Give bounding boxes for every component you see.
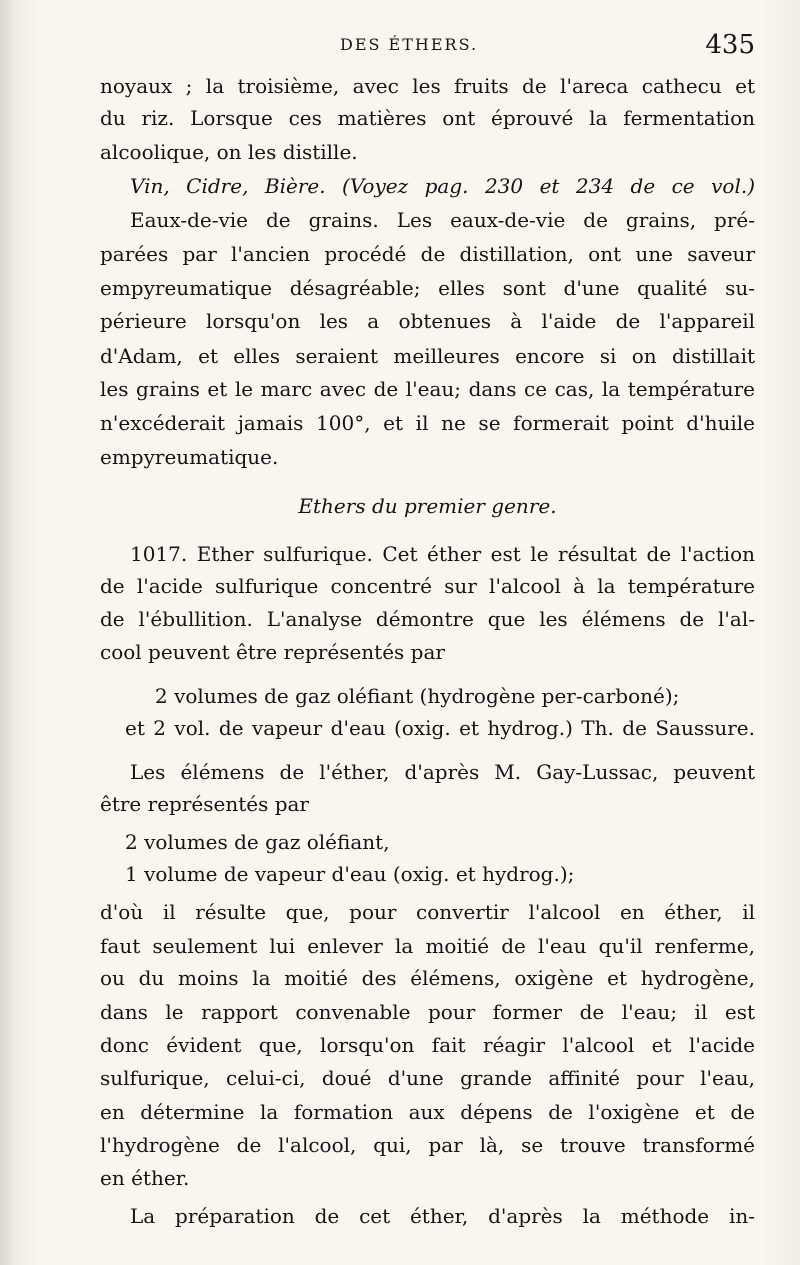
text-line: dans le rapport convenable pour former de l'eau; il est [100, 1000, 755, 1024]
text-line: en détermine la formation aux dépens de l'oxigène et de [100, 1100, 755, 1124]
page-number: 435 [705, 30, 755, 60]
text-line: Les élémens de l'éther, d'après M. Gay-Lussac, peuvent [130, 760, 755, 784]
running-title: DES ÉTHERS. [340, 35, 479, 54]
text-line: être représentés par [100, 792, 309, 816]
text-line: n'excéderait jamais 100°, et il ne se formerait point d'huile [100, 411, 755, 435]
text-line: Eaux-de-vie de grains. Les eaux-de-vie de grains, pré- [130, 208, 755, 232]
text-line: faut seulement lui enlever la moitié de l'eau qu'il renferme, [100, 934, 755, 958]
text-line: ou du moins la moitié des élémens, oxigène et hydrogène, [100, 966, 755, 990]
formula-line: 1 volume de vapeur d'eau (oxig. et hydrog.); [125, 862, 575, 886]
formula-line: 2 volumes de gaz oléfiant, [125, 830, 390, 854]
text-line: de l'ébullition. L'analyse démontre que les élémens de l'al- [100, 607, 755, 631]
text-line: empyreumatique désagréable; elles sont d'une qualité su- [100, 276, 755, 300]
text-line: 1017. Ether sulfurique. Cet éther est le résultat de l'action [130, 542, 755, 566]
text-line: alcoolique, on les distille. [100, 140, 358, 164]
text-line: La préparation de cet éther, d'après la méthode in- [130, 1204, 755, 1228]
text-line: d'où il résulte que, pour convertir l'alcool en éther, il [100, 900, 755, 924]
text-line: parées par l'ancien procédé de distillation, ont une saveur [100, 242, 755, 266]
text-line: l'hydrogène de l'alcool, qui, par là, se trouve transformé [100, 1133, 755, 1157]
running-header [100, 30, 755, 64]
section-heading: Ethers du premier genre. [298, 494, 557, 518]
text-line: les grains et le marc avec de l'eau; dans ce cas, la température [100, 377, 755, 401]
text-line: noyaux ; la troisième, avec les fruits de l'areca cathecu et [100, 74, 755, 98]
formula-line: 2 volumes de gaz oléfiant (hydrogène per-carboné); [155, 684, 680, 708]
text-line: de l'acide sulfurique concentré sur l'alcool à la température [100, 574, 755, 598]
formula-line: et 2 vol. de vapeur d'eau (oxig. et hydrog.) Th. de Saussure. [125, 716, 755, 740]
text-line: empyreumatique. [100, 445, 279, 469]
text-line: en éther. [100, 1166, 190, 1190]
text-line: périeure lorsqu'on les a obtenues à l'aide de l'appareil [100, 309, 755, 333]
text-line: d'Adam, et elles seraient meilleures encore si on distillait [100, 344, 755, 368]
text-line: du riz. Lorsque ces matières ont éprouvé la fermentation [100, 106, 755, 130]
text-line: sulfurique, celui-ci, doué d'une grande affinité pour l'eau, [100, 1066, 755, 1090]
text-line: Vin, Cidre, Bière. (Voyez pag. 230 et 234 de ce vol.) [130, 174, 755, 198]
text-line: donc évident que, lorsqu'on fait réagir l'alcool et l'acide [100, 1033, 755, 1057]
text-line: cool peuvent être représentés par [100, 640, 445, 664]
